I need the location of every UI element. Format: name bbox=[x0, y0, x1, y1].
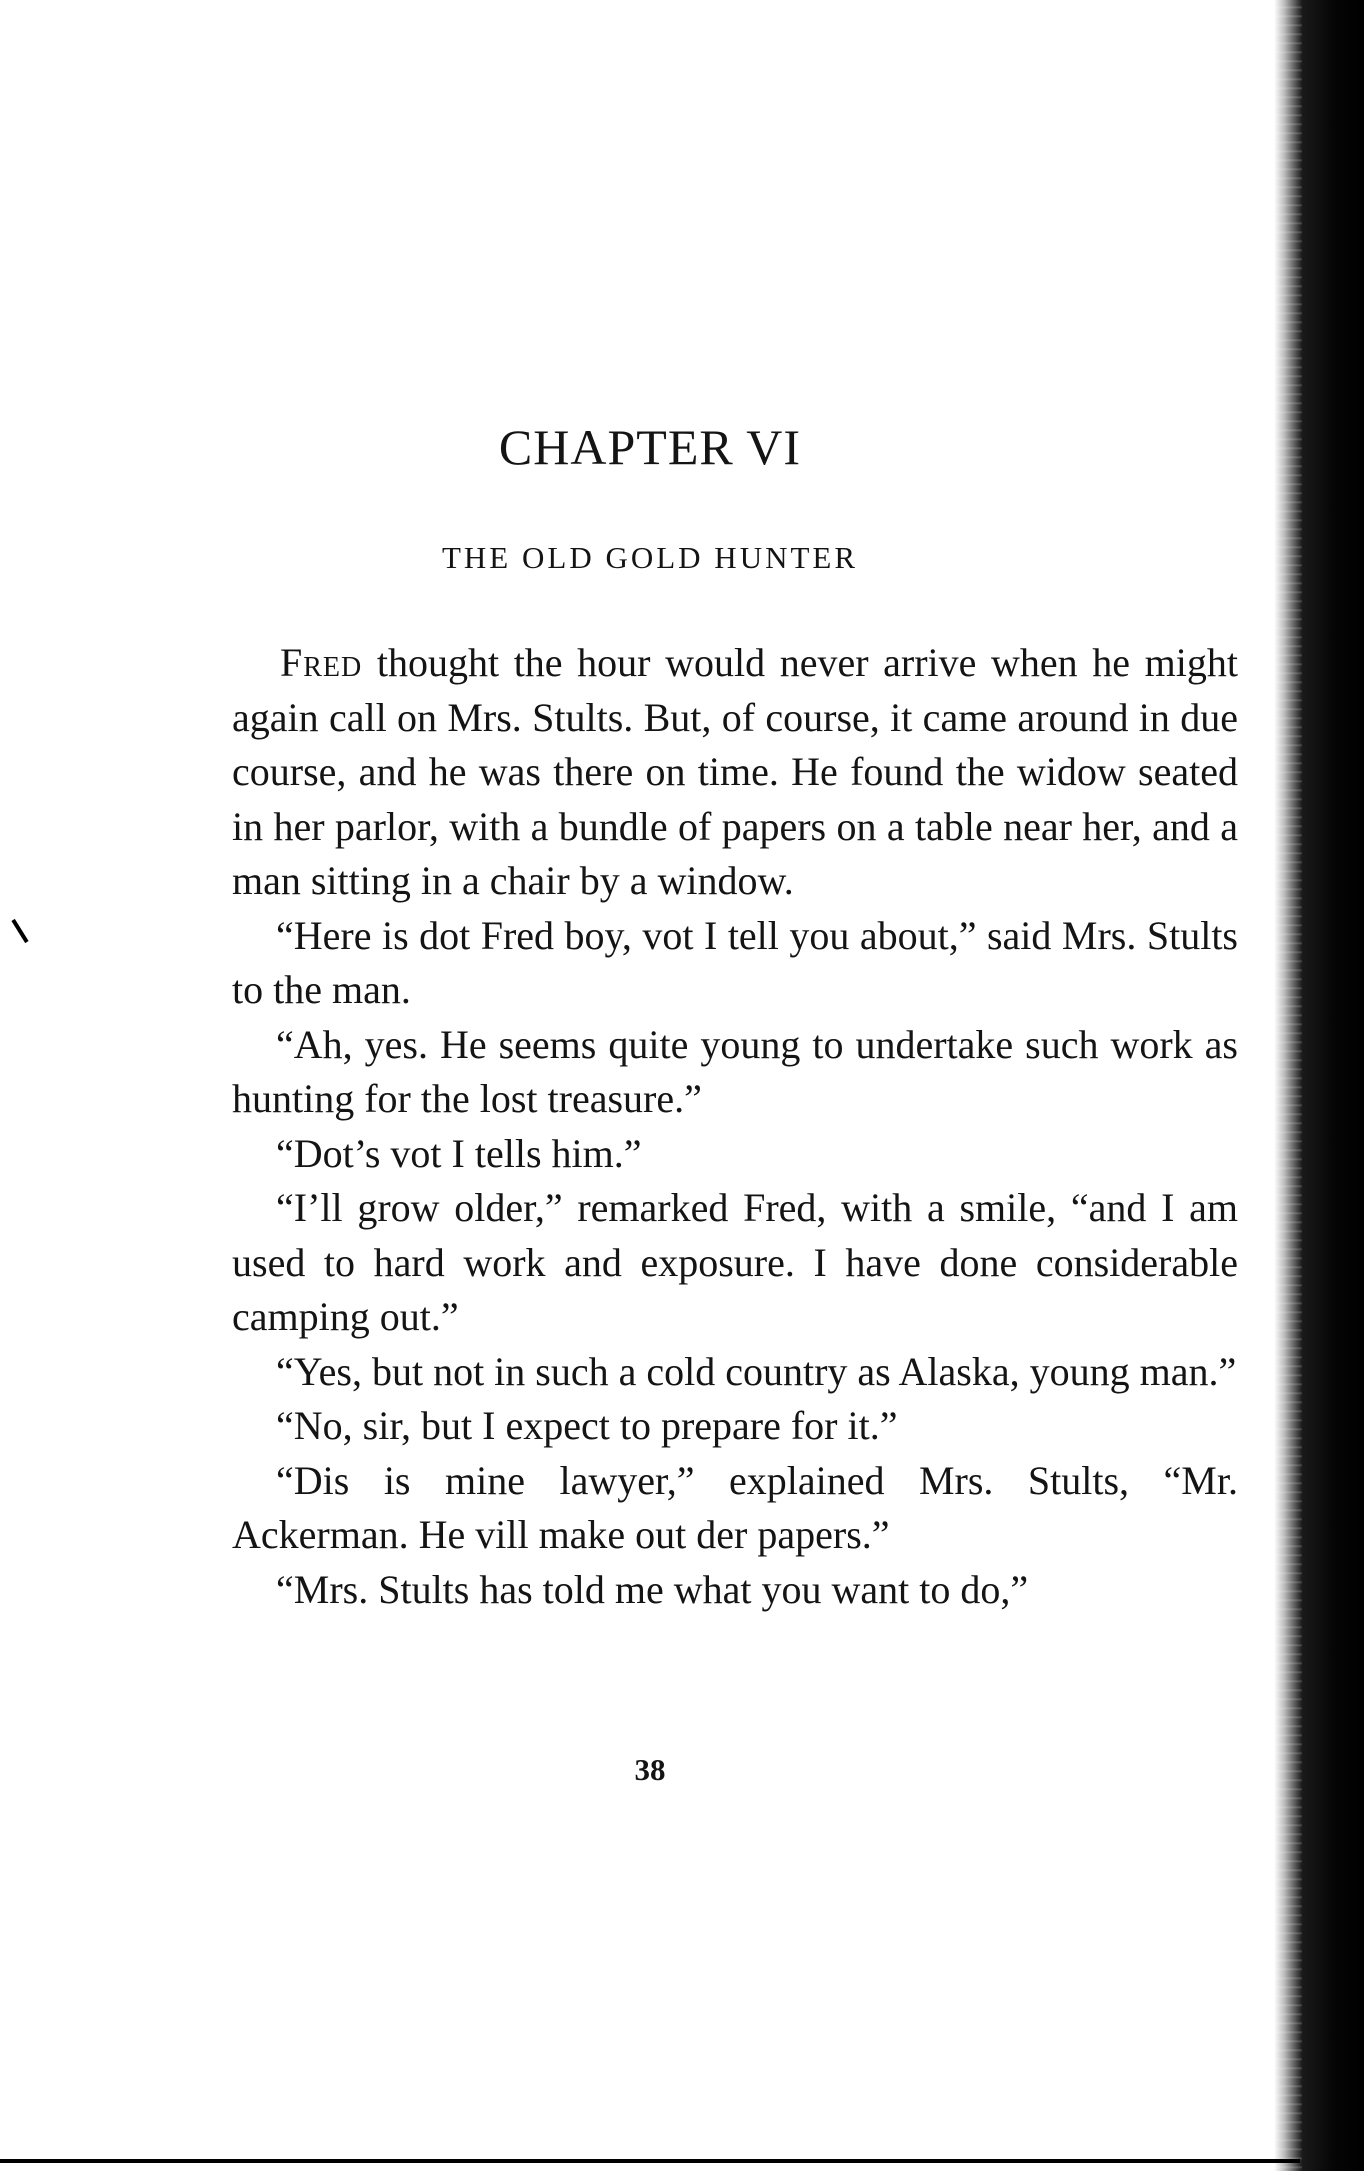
chapter-subtitle: THE OLD GOLD HUNTER bbox=[441, 540, 859, 575]
paragraph-text: thought the hour would never arrive when he might again call on Mrs. Stults. But, of course, it came around in due course, and he was there on time. He found the widow seated in her parlor, with a bundle of papers on a table near her, and a man sitting in a chair by a window. bbox=[232, 640, 1238, 903]
paragraph-1 bbox=[232, 636, 1238, 909]
paragraph-8: “Dis is mine lawyer,” explained Mrs. Stults, “Mr. Ackerman. He vill make out der papers.” bbox=[232, 1457, 1238, 1557]
bottom-scan-edge bbox=[0, 2159, 1300, 2163]
paragraph-3: “Ah, yes. He seems quite young to undertake such work as hunting for the lost treasure.” bbox=[232, 1021, 1238, 1121]
binding-edge-texture bbox=[1276, 0, 1302, 2171]
paragraph-4: “Dot’s vot I tells him.” bbox=[276, 1130, 642, 1176]
paragraph-7: “No, sir, but I expect to prepare for it.” bbox=[276, 1403, 898, 1448]
chapter-title: CHAPTER VI bbox=[498, 419, 802, 475]
paragraph-6: “Yes, but not in such a cold country as Alaska, young man.” bbox=[276, 1348, 1237, 1394]
paragraph-2: “Here is dot Fred boy, vot I tell you about,” said Mrs. Stults to the man. bbox=[232, 912, 1238, 1012]
paragraph-5: “I’ll grow older,” remarked Fred, with a smile, “and I am used to hard work and exposure. I have done considerable camping out.” bbox=[232, 1185, 1238, 1339]
page-number: 38 bbox=[634, 1752, 666, 1787]
lead-word: Fred bbox=[280, 640, 363, 685]
stray-scan-mark bbox=[11, 919, 28, 943]
paragraph-9: “Mrs. Stults has told me what you want to do,” bbox=[276, 1566, 1029, 1612]
chapter-body bbox=[232, 636, 1238, 1617]
